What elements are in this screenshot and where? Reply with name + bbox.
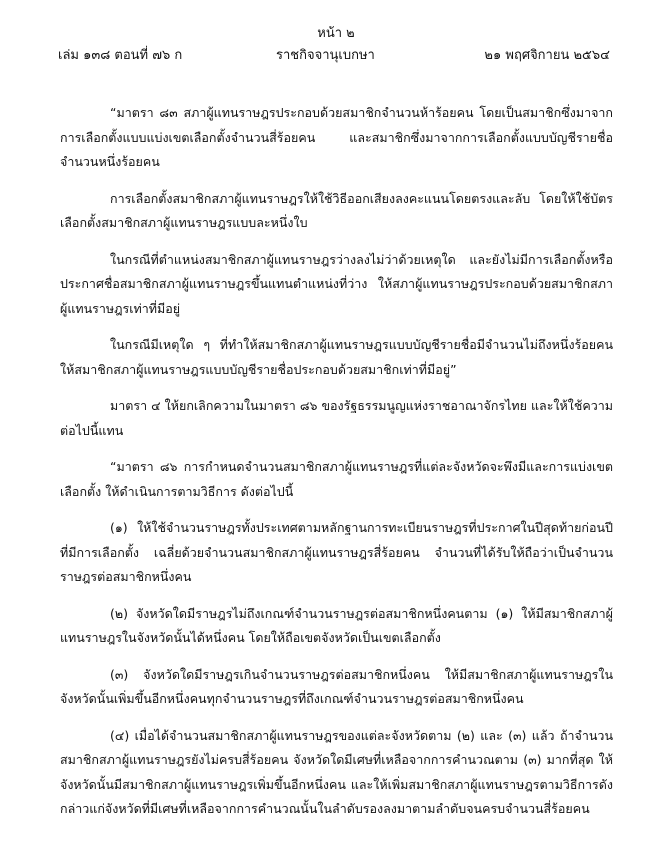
- paragraph-item-3: (๓) จังหวัดใดมีราษฎรเกินจำนวนราษฎรต่อสมาชิกหนึ่งคน ให้มีสมาชิกสภาผู้แทนราษฎรในจังหวัดนั้นเพิ่มขึ้นอีกหนึ่งคนทุกจำนวนราษฎรที่ถึงเกณฑ์จำนวนราษฎรต่อสมาชิกหนึ่งคน: [60, 666, 613, 706]
- paragraph-party-list: ในกรณีมีเหตุใด ๆ ที่ทำให้สมาชิกสภาผู้แทนราษฎรแบบบัญชีรายชื่อมีจำนวนไม่ถึงหนึ่งร้อยคน ให้สมาชิกสภาผู้แทนราษฎรแบบบัญชีรายชื่อประกอบด้วยสมาชิกเท่าที่มีอยู่”: [60, 337, 613, 377]
- gazette-title: ราชกิจจานุเบกษา: [276, 48, 375, 63]
- paragraph-item-4: (๔) เมื่อได้จำนวนสมาชิกสภาผู้แทนราษฎรของแต่ละจังหวัดตาม (๒) และ (๓) แล้ว ถ้าจำนวนสมาชิกสภาผู้แทนราษฎรยังไม่ครบสี่ร้อยคน จังหวัดใดมีเศษที่เหลือจากการคำนวณตาม (๓) มากที่สุด ให้จังหวัดนั้นมีสมาชิกสภาผู้แทนราษฎรเพิ่มขึ้นอีกหนึ่งคน และให้เพิ่มสมาชิกสภาผู้แทนราษฎรตามวิธีการดังกล่าวแก่จังหวัดที่มีเศษที่เหลือจากการคำนวณนั้นในลำดับรองลงมาตามลำดับจนครบจำนวนสี่ร้อยคน: [60, 727, 613, 816]
- publication-date: ๒๑ พฤศจิกายน ๒๕๖๔: [484, 48, 610, 63]
- paragraph-section-86: “มาตรา ๘๖ การกำหนดจำนวนสมาชิกสภาผู้แทนราษฎรที่แต่ละจังหวัดจะพึงมีและการแบ่งเขตเลือกตั้ง ให้ดำเนินการตามวิธีการ ดังต่อไปนี้: [60, 459, 613, 499]
- volume-issue: เล่ม ๑๓๘ ตอนที่ ๗๖ ก: [58, 48, 183, 63]
- paragraph-item-1: (๑) ให้ใช้จำนวนราษฎรทั้งประเทศตามหลักฐานการทะเบียนราษฎรที่ประกาศในปีสุดท้ายก่อนปีที่มีการเลือกตั้ง เฉลี่ยด้วยจำนวนสมาชิกสภาผู้แทนราษฎรสี่ร้อยคน จำนวนที่ได้รับให้ถือว่าเป็นจำนวนราษฎรต่อสมาชิกหนึ่งคน: [60, 520, 613, 584]
- paragraph-section-4: มาตรา ๔ ให้ยกเลิกความในมาตรา ๘๖ ของรัฐธรรมนูญแห่งราชอาณาจักรไทย และให้ใช้ความต่อไปนี้แทน: [60, 398, 613, 438]
- paragraph-ballot: การเลือกตั้งสมาชิกสภาผู้แทนราษฎรให้ใช้วิธีออกเสียงลงคะแนนโดยตรงและลับ โดยให้ใช้บัตรเลือกตั้งสมาชิกสภาผู้แทนราษฎรแบบละหนึ่งใบ: [60, 190, 613, 230]
- paragraph-vacancy: ในกรณีที่ตำแหน่งสมาชิกสภาผู้แทนราษฎรว่างลงไม่ว่าด้วยเหตุใด และยังไม่มีการเลือกตั้งหรือประกาศชื่อสมาชิกสภาผู้แทนราษฎรขึ้นแทนตำแหน่งที่ว่าง ให้สภาผู้แทนราษฎรประกอบด้วยสมาชิกสภาผู้แทนราษฎรเท่าที่มีอยู่: [60, 251, 613, 316]
- gazette-header: [58, 48, 610, 64]
- document-body: [60, 101, 613, 832]
- paragraph-section-83: “มาตรา ๘๓ สภาผู้แทนราษฎรประกอบด้วยสมาชิกจำนวนห้าร้อยคน โดยเป็นสมาชิกซึ่งมาจากการเลือกตั้งแบบแบ่งเขตเลือกตั้งจำนวนสี่ร้อยคน และสมาชิกซึ่งมาจากการเลือกตั้งแบบบัญชีรายชื่อจำนวนหนึ่งร้อยคน: [60, 105, 613, 169]
- page-number: หน้า ๒: [317, 26, 355, 41]
- paragraph-item-2: (๒) จังหวัดใดมีราษฎรไม่ถึงเกณฑ์จำนวนราษฎรต่อสมาชิกหนึ่งคนตาม (๑) ให้มีสมาชิกสภาผู้แทนราษฎรในจังหวัดนั้นได้หนึ่งคน โดยให้ถือเขตจังหวัดเป็นเขตเลือกตั้ง: [60, 605, 613, 645]
